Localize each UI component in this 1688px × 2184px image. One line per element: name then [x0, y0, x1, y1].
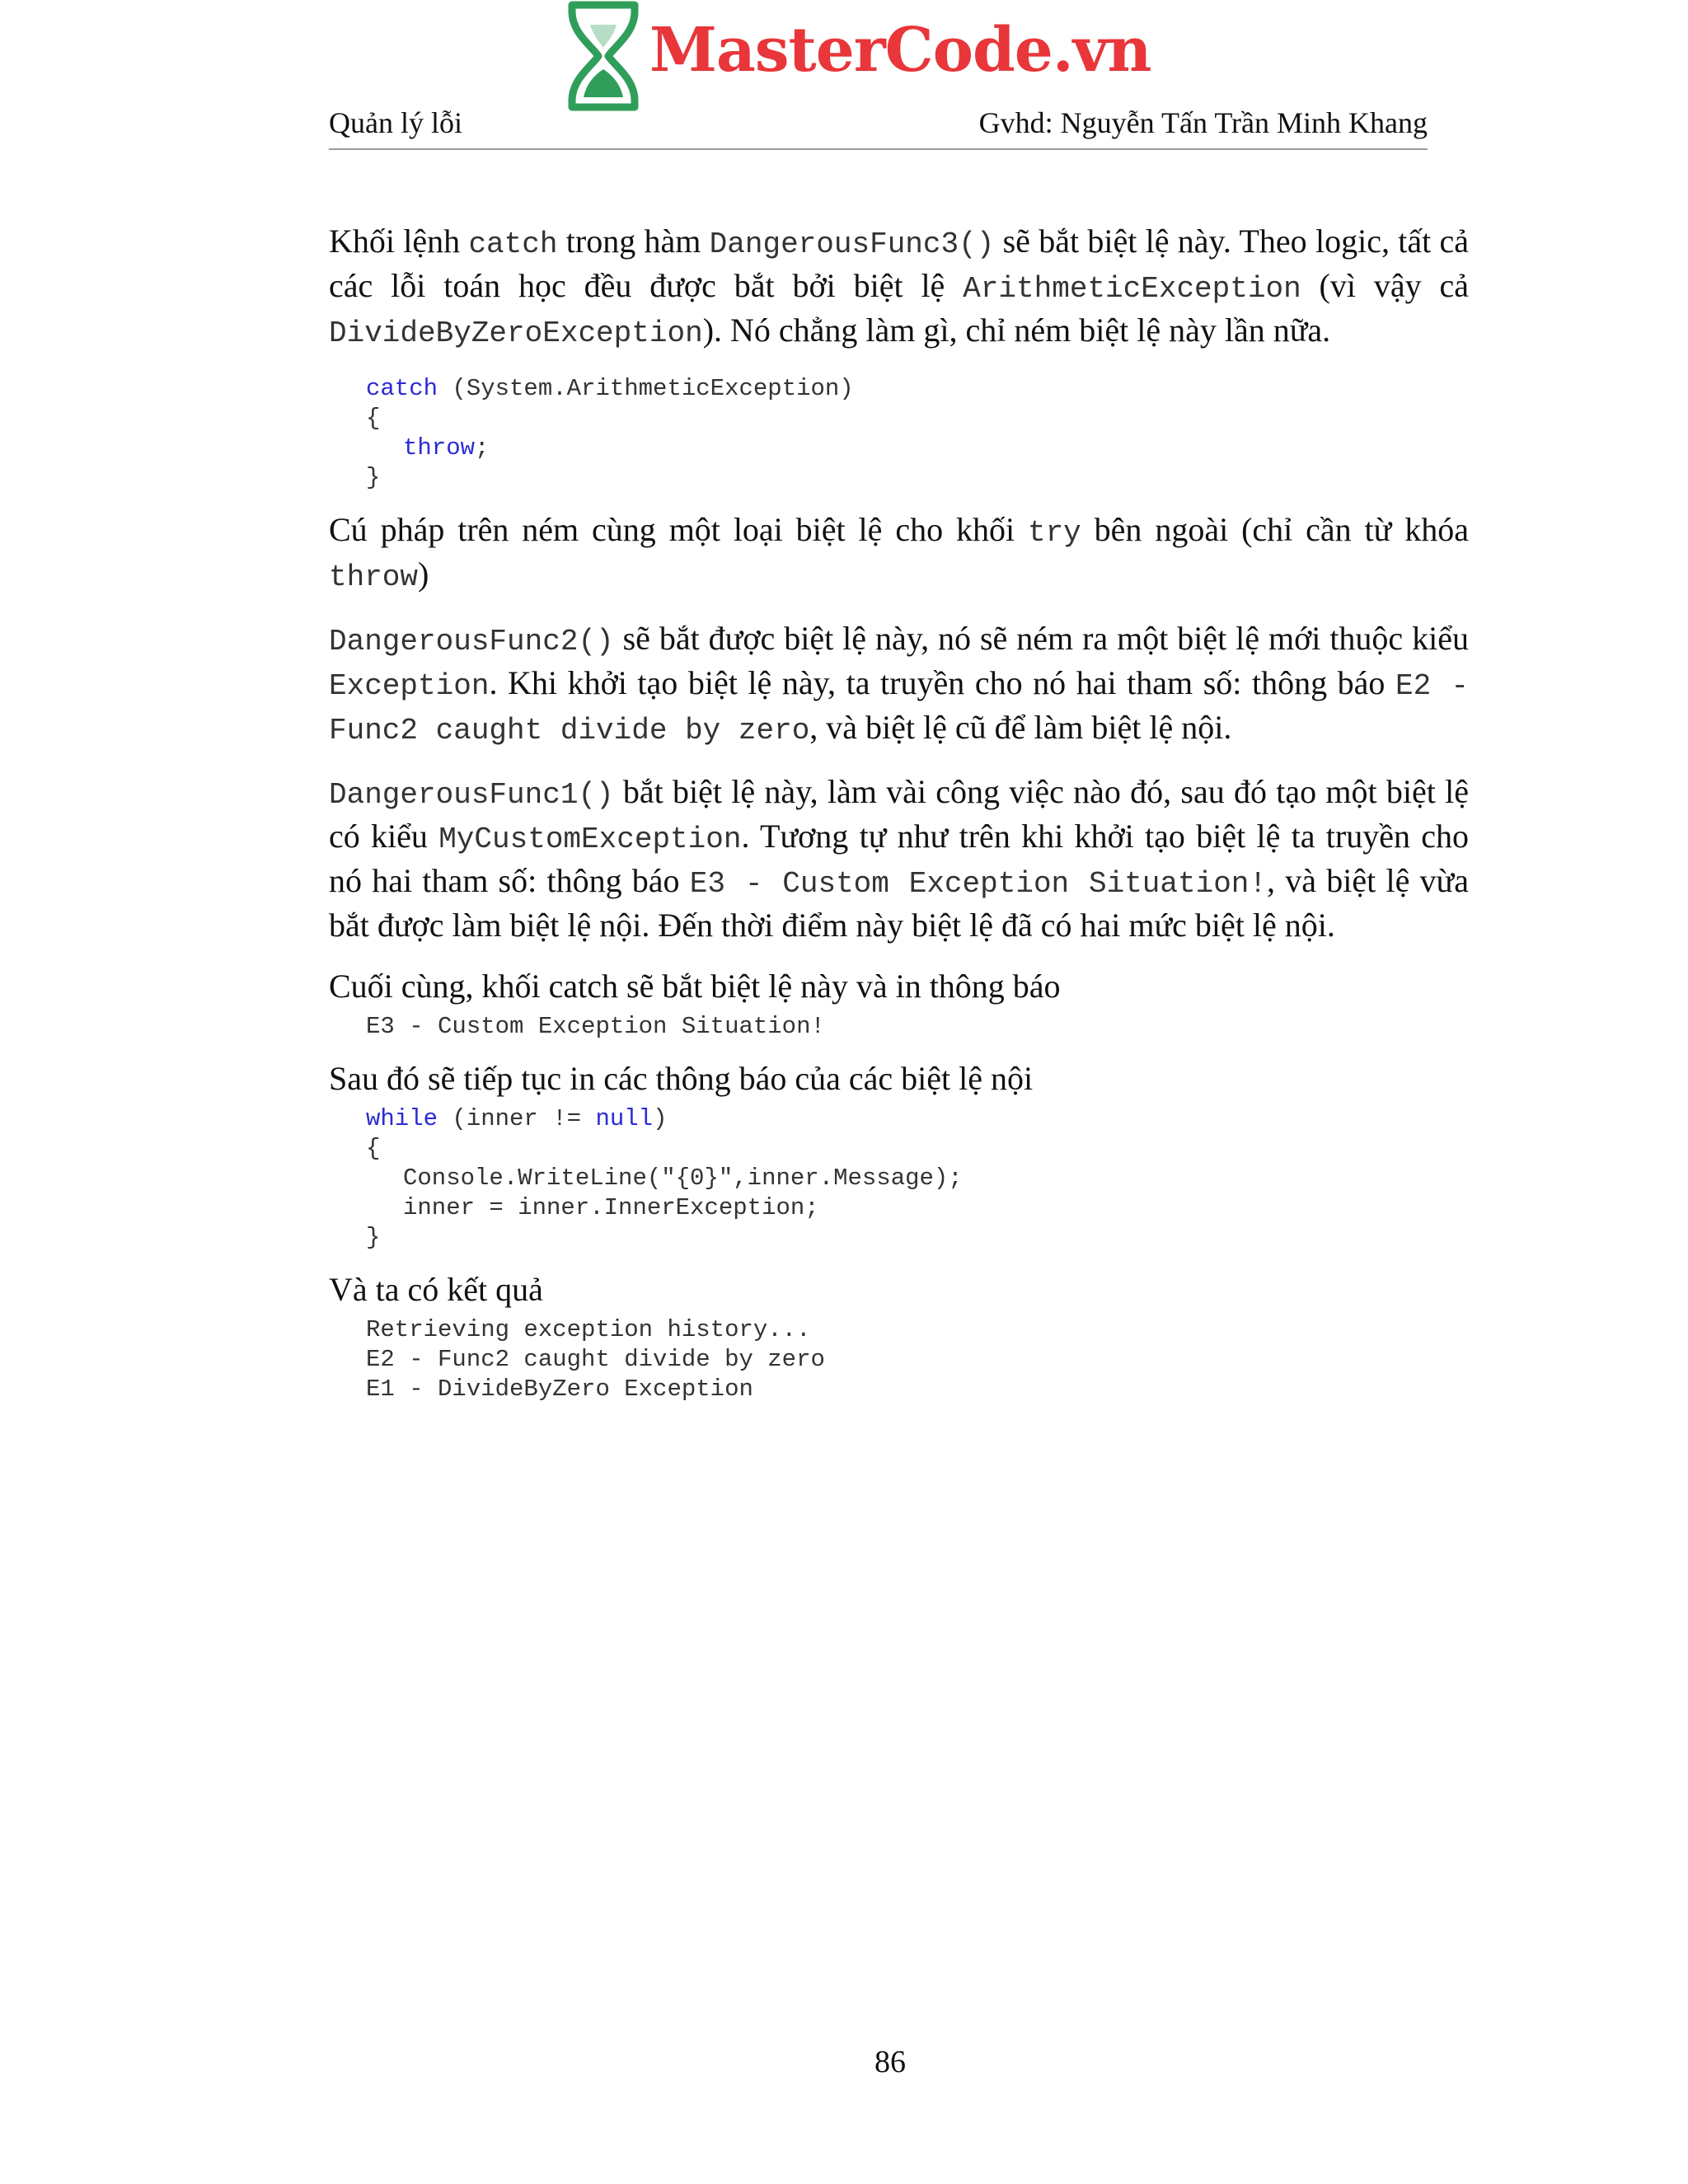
paragraph-5: Cuối cùng, khối catch sẽ bắt biệt lệ này và in thông báo [329, 968, 1061, 1005]
paragraph-6: Sau đó sẽ tiếp tục in các thông báo của các biệt lệ nội [329, 1060, 1034, 1097]
code-block-catch: catch (System.ArithmeticException) { throw; } [366, 375, 854, 491]
paragraph-7: Và ta có kết quả [329, 1271, 543, 1308]
paragraph-2: Cú pháp trên ném cùng một loại biệt lệ cho khối try bên ngoài (chỉ cần từ khóa throw) [329, 511, 1469, 594]
paragraph-4: DangerousFunc1() bắt biệt lệ này, làm vài công việc nào đó, sau đó tạo một biệt lệ có kiểu MyCustomException. Tương tự như trên khi khởi tạo biệt lệ ta truyền cho nó hai tham số: thông báo E3 - Custom Exception Situation!, và biệt lệ vừa bắt được làm biệt lệ nội. Đến thời điểm này biệt lệ đã có hai mức biệt lệ nội. [329, 773, 1470, 944]
code-block-result: Retrieving exception history... E2 - Func2 caught divide by zero E1 - DivideByZero Exception [366, 1316, 825, 1403]
running-head-title: Quản lý lỗi [329, 106, 462, 139]
page-body [329, 221, 1469, 1421]
paragraph-1: Khối lệnh catch trong hàm DangerousFunc3() sẽ bắt biệt lệ này. Theo logic, tất cả các lỗi toán học đều được bắt bởi biệt lệ ArithmeticException (vì vậy cả DivideByZeroException). Nó chẳng làm gì, chỉ ném biệt lệ này lần nữa. [329, 223, 1470, 350]
code-block-while: while (inner != null) { Console.WriteLine("{0}",inner.Message); inner = inner.InnerException; } [366, 1105, 963, 1251]
page-number: 86 [874, 2045, 906, 2079]
logo-text: MasterCode.vn [649, 15, 1151, 86]
header-rule [329, 148, 1428, 150]
code-block-output-e3: E3 - Custom Exception Situation! [366, 1013, 825, 1040]
hourglass-icon [562, 0, 645, 112]
paragraph-3: DangerousFunc2() sẽ bắt được biệt lệ này, nó sẽ ném ra một biệt lệ mới thuộc kiểu Exception. Khi khởi tạo biệt lệ này, ta truyền cho nó hai tham số: thông báo E2 - Func2 caught divide by zero, và biệt lệ cũ để làm biệt lệ nội. [329, 620, 1469, 748]
logo [562, 0, 1151, 115]
running-head-instructor: Gvhd: Nguyễn Tấn Trần Minh Khang [978, 106, 1428, 139]
